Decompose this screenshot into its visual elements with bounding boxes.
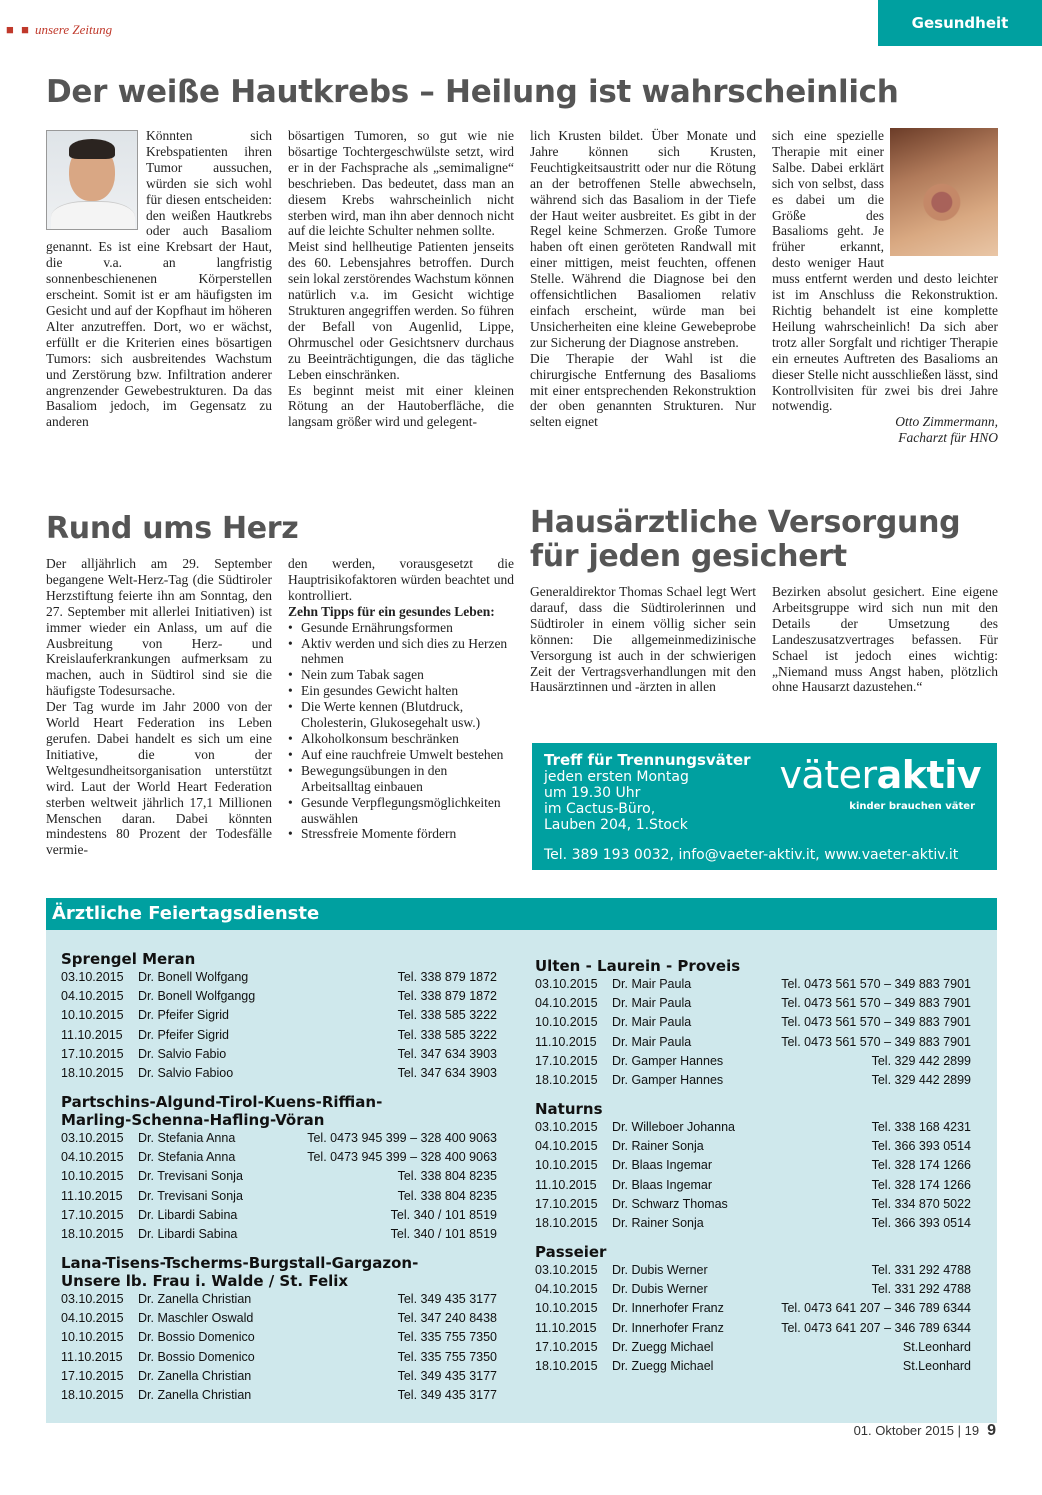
duty-date: 17.10.2015 bbox=[61, 1207, 124, 1222]
duty-doctor: Dr. Trevisani Sonja bbox=[138, 1169, 243, 1184]
duty-date: 10.10.2015 bbox=[535, 1015, 598, 1030]
duty-date: 18.10.2015 bbox=[61, 1226, 124, 1241]
author-title: Facharzt für HNO bbox=[898, 430, 998, 446]
duty-date: 03.10.2015 bbox=[61, 1292, 124, 1306]
duty-doctor: Dr. Bossio Domenico bbox=[138, 1349, 255, 1364]
duty-doctor: Dr. Gamper Hannes bbox=[612, 1072, 724, 1087]
duty-phone: Tel. 0473 641 207 – 346 789 6344 bbox=[781, 1320, 971, 1335]
article-column-2 bbox=[772, 584, 998, 695]
duty-phone: Tel. 347 634 3903 bbox=[397, 1046, 497, 1061]
duty-doctor: Dr. Blaas Ingemar bbox=[612, 1177, 713, 1192]
duty-doctor: Dr. Mair Paula bbox=[612, 1034, 692, 1049]
duty-group bbox=[535, 957, 971, 1090]
duty-section-title: Ärztliche Feiertagsdienste bbox=[46, 898, 997, 930]
issue-date: 01. Oktober 2015 | 19 bbox=[853, 1423, 980, 1438]
duty-date: 11.10.2015 bbox=[535, 1034, 597, 1049]
publication-logo: ■ ■ unsere Zeitung bbox=[6, 22, 113, 37]
table-row bbox=[535, 1261, 971, 1280]
duty-date: 04.10.2015 bbox=[61, 1311, 124, 1326]
list-item: • Aktiv werden und sich dies zu Herzen nehmen bbox=[288, 636, 514, 668]
article-text: Der alljährlich am 29. September begangene Welt-Herz-Tag (die Südtiroler Herzstiftung feierte ihn am Sonntag, den 27. September mit allerlei Initiativen) ist immer wieder ein Anlass, um auf die Ausbreitung von Herz- und Kreislauferkrankungen aufmerksam zu machen, auch in Südtirol sind sie die häufigste Todesursache. bbox=[46, 556, 272, 699]
duty-phone: Tel. 349 435 3177 bbox=[397, 1368, 497, 1383]
duty-doctor: Dr. Zanella Christian bbox=[138, 1368, 252, 1383]
table-row bbox=[61, 1290, 497, 1309]
duty-phone: Tel. 338 168 4231 bbox=[871, 1120, 971, 1134]
duty-doctor: Dr. Innerhofer Franz bbox=[612, 1320, 724, 1335]
duty-date: 11.10.2015 bbox=[535, 1320, 597, 1335]
table-row bbox=[61, 1187, 497, 1206]
table-row bbox=[61, 1129, 497, 1148]
list-item: • Auf eine rauchfreie Umwelt bestehen bbox=[288, 747, 514, 763]
duty-doctor: Dr. Libardi Sabina bbox=[138, 1207, 238, 1222]
duty-doctor: Dr. Mair Paula bbox=[612, 996, 692, 1011]
duty-date: 18.10.2015 bbox=[61, 1387, 124, 1402]
table-row bbox=[61, 1045, 497, 1064]
table-row bbox=[61, 1225, 497, 1244]
duty-doctor: Dr. Mair Paula bbox=[612, 1015, 692, 1030]
skin-lesion-photo bbox=[890, 128, 998, 256]
duty-group bbox=[61, 1254, 497, 1405]
duty-date: 04.10.2015 bbox=[61, 1150, 124, 1165]
duty-phone: Tel. 0473 561 570 – 349 883 7901 bbox=[781, 1015, 971, 1030]
duty-date: 03.10.2015 bbox=[535, 1120, 598, 1134]
page-number: 9 bbox=[987, 1422, 996, 1439]
table-row bbox=[535, 1071, 971, 1090]
duty-doctor: Dr. Rainer Sonja bbox=[612, 1139, 704, 1154]
duty-phone: Tel. 329 442 2899 bbox=[871, 1072, 971, 1087]
duty-group-title: Partschins-Algund-Tirol-Kuens-Riffian- bbox=[61, 1093, 383, 1111]
table-row bbox=[61, 1367, 497, 1386]
duty-group bbox=[535, 1243, 971, 1376]
table-row bbox=[535, 994, 971, 1013]
duty-doctor: Dr. Rainer Sonja bbox=[612, 1215, 704, 1230]
page-header bbox=[0, 0, 1042, 46]
duty-date: 11.10.2015 bbox=[61, 1188, 123, 1203]
article-text: Könnten sich Krebspatienten ihren Tumor aussuchen, würden sie sich wohl für diesen entscheiden: den weißen Hautkrebs oder auch Basaliom genannt. Es ist eine Krebsart der Haut, die v.a. an langfristig sonnenbeschienenen Körperstellen erscheint. Somit ist er am häufigsten im Gesicht und auf der Kopfhaut im höheren Alter anzutreffen. Dort, wo er wächst, erfüllt er die Kriterien eines bösartigen Tumors: sich ausbreitendes Wachstum und Zerstörung bzw. Infiltration anderer angrenzender Gewebestrukturen. Da das Basaliom jedoch, im Gegensatz zu anderen bbox=[46, 128, 272, 430]
table-row bbox=[61, 1006, 497, 1025]
duty-doctor: Dr. Willeboer Johanna bbox=[612, 1120, 735, 1134]
duty-date: 17.10.2015 bbox=[535, 1053, 598, 1068]
table-row bbox=[61, 1309, 497, 1328]
duty-date: 18.10.2015 bbox=[535, 1358, 598, 1373]
duty-phone: Tel. 0473 561 570 – 349 883 7901 bbox=[781, 996, 971, 1011]
duty-doctor: Dr. Trevisani Sonja bbox=[138, 1188, 243, 1203]
table-row bbox=[535, 1319, 971, 1338]
article-headline: Der weiße Hautkrebs – Heilung ist wahrscheinlich bbox=[46, 74, 899, 110]
duty-phone: Tel. 347 634 3903 bbox=[397, 1065, 497, 1080]
table-row bbox=[61, 1386, 497, 1405]
table-row bbox=[535, 975, 971, 994]
tips-list bbox=[288, 620, 514, 843]
ad-line: um 19.30 Uhr bbox=[544, 785, 641, 801]
article-text: den werden, vorausgesetzt die Hauptrisikofaktoren würden beachtet und kontrolliert. bbox=[288, 556, 514, 603]
article-column-1 bbox=[530, 584, 756, 695]
duty-group-title: Ulten - Laurein - Proveis bbox=[535, 957, 741, 975]
ad-line: Lauben 204, 1.Stock bbox=[544, 817, 688, 833]
duty-date: 17.10.2015 bbox=[535, 1196, 598, 1211]
table-row bbox=[535, 1195, 971, 1214]
duty-doctor: Dr. Pfeifer Sigrid bbox=[138, 1008, 230, 1023]
article-headline: Rund ums Herz bbox=[46, 511, 299, 546]
author-name: Otto Zimmermann, bbox=[895, 414, 998, 430]
duty-doctor: Dr. Innerhofer Franz bbox=[612, 1301, 724, 1316]
article-text: Der Tag wurde im Jahr 2000 von der World Heart Federation ins Leben gerufen. Dabei handelt es sich um eine Initiative, die von der Weltgesundheitsorganisation unterstützt wird. Laut der World Heart Federation sterben weltweit jährlich 17,1 Millionen Menschen daran. Dabei könnten mindestens 80 Prozent der Todesfälle vermie- bbox=[46, 699, 272, 858]
duty-section bbox=[46, 930, 997, 1423]
duty-group bbox=[61, 1093, 497, 1244]
table-row bbox=[61, 1167, 497, 1186]
list-item: • Stressfreie Momente fördern bbox=[288, 826, 514, 842]
duty-doctor: Dr. Mair Paula bbox=[612, 977, 692, 991]
table-row bbox=[535, 1214, 971, 1233]
duty-phone: Tel. 338 879 1872 bbox=[397, 970, 497, 984]
article-text: Die Therapie der Wahl ist die chirurgische Entfernung des Basalioms mit einer entsprechenden Rekonstruktion der oben genannten Strukturen. Nur selten eignet bbox=[530, 350, 756, 430]
duty-date: 04.10.2015 bbox=[535, 1282, 598, 1297]
duty-doctor: Dr. Zanella Christian bbox=[138, 1387, 252, 1402]
table-row bbox=[535, 1357, 971, 1376]
table-row bbox=[535, 1033, 971, 1052]
duty-phone: Tel. 349 435 3177 bbox=[397, 1292, 497, 1306]
duty-phone: Tel. 335 755 7350 bbox=[397, 1349, 497, 1364]
article-column-1 bbox=[46, 128, 272, 430]
duty-doctor: Dr. Gamper Hannes bbox=[612, 1053, 724, 1068]
duty-date: 17.10.2015 bbox=[61, 1368, 124, 1383]
article-column-1 bbox=[46, 556, 272, 858]
duty-doctor: Dr. Dubis Werner bbox=[612, 1282, 708, 1297]
duty-phone: St.Leonhard bbox=[902, 1358, 971, 1373]
article-text: Bezirken absolut gesichert. Eine eigene Arbeitsgruppe wird sich nun mit den Details der Umsetzung des Landeszusatzvertrages befassen. Für Schael ist jedoch eines wichtig: „Niemand muss Angst haben, plötzlich ohne Hausarzt dazustehen.“ bbox=[772, 584, 998, 695]
duty-date: 18.10.2015 bbox=[61, 1065, 124, 1080]
duty-phone: Tel. 366 393 0514 bbox=[871, 1215, 971, 1230]
ad-line: jeden ersten Montag bbox=[544, 769, 689, 785]
duty-group-title: Passeier bbox=[535, 1243, 607, 1261]
duty-phone: Tel. 338 585 3222 bbox=[397, 1027, 497, 1042]
duty-date: 17.10.2015 bbox=[535, 1339, 598, 1354]
article-text: Generaldirektor Thomas Schael legt Wert darauf, dass die Südtirolerinnen und Südtiroler in einem völlig sicher sein können: Die allgemeinmedizinische Versorgung ist auch in der schwierigen Zeit der Vertragsverhandlungen mit den Hausärztinnen und -ärzten in allen bbox=[530, 584, 756, 695]
duty-date: 10.10.2015 bbox=[61, 1008, 124, 1023]
duty-group-title: Sprengel Meran bbox=[61, 950, 196, 968]
duty-phone: St.Leonhard bbox=[902, 1339, 971, 1354]
vaeteraktiv-logo: väteraktiv bbox=[779, 753, 981, 797]
table-row bbox=[535, 1338, 971, 1357]
table-row bbox=[61, 1206, 497, 1225]
table-row bbox=[61, 1328, 497, 1347]
list-item: • Die Werte kennen (Blutdruck, Cholesterin, Glukosegehalt usw.) bbox=[288, 699, 514, 731]
table-row bbox=[61, 987, 497, 1006]
duty-doctor: Dr. Pfeifer Sigrid bbox=[138, 1027, 230, 1042]
list-item: • Gesunde Ernährungsformen bbox=[288, 620, 514, 636]
duty-phone: Tel. 349 435 3177 bbox=[397, 1387, 497, 1402]
duty-phone: Tel. 338 879 1872 bbox=[397, 989, 497, 1004]
duty-phone: Tel. 338 585 3222 bbox=[397, 1008, 497, 1023]
table-row bbox=[61, 1026, 497, 1045]
tips-heading: Zehn Tipps für ein gesundes Leben: bbox=[288, 603, 495, 619]
ad-line: im Cactus-Büro, bbox=[544, 801, 656, 817]
duty-phone: Tel. 0473 561 570 – 349 883 7901 bbox=[781, 977, 971, 991]
table-row bbox=[61, 1148, 497, 1167]
duty-date: 03.10.2015 bbox=[61, 970, 124, 984]
duty-date: 04.10.2015 bbox=[535, 1139, 598, 1154]
duty-phone: Tel. 0473 945 399 – 328 400 9063 bbox=[307, 1150, 497, 1165]
vaeteraktiv-ad bbox=[532, 743, 997, 870]
article-text: sich eine spezielle Therapie mit einer Salbe. Dabei erklärt sich von selbst, dass es dabei um die Größe des Basalioms geht. Je früher erkannt, desto weniger Haut muss entfernt werden und desto leichter ist im Anschluss die Rekonstruktion. Richtig behandelt ist eine komplette Heilung wahrscheinlich! Da sich aber trotz aller Sorgfalt und richtiger Therapie ein erneutes Auftreten des Basalioms an dieser Stelle nicht ausschließen lässt, sind Kontrollvisiten für zwei bis drei Jahre notwendig. bbox=[772, 128, 998, 414]
table-row bbox=[61, 968, 497, 987]
duty-doctor: Dr. Blaas Ingemar bbox=[612, 1158, 713, 1173]
duty-phone: Tel. 328 174 1266 bbox=[871, 1177, 971, 1192]
duty-phone: Tel. 338 804 8235 bbox=[397, 1188, 497, 1203]
duty-date: 03.10.2015 bbox=[535, 1263, 598, 1277]
duty-group-title: Lana-Tisens-Tscherms-Burgstall-Gargazon- bbox=[61, 1254, 419, 1272]
table-row bbox=[535, 1280, 971, 1299]
article-text: Meist sind hellheutige Patienten jenseits des 60. Lebensjahres betroffen. Durch sein lokal zerstörendes Wachstum können natürlich v.a. im Gesicht wichtige Strukturen angegriffen werden. So führen der Befall von Augenlid, Lippe, Ohrmuschel oder Gesichtsnerv durchaus zu Beeinträchtigungen, die das tägliche Leben einschränken. bbox=[288, 239, 514, 382]
duty-doctor: Dr. Maschler Oswald bbox=[138, 1311, 254, 1326]
page-footer bbox=[854, 1422, 996, 1440]
duty-phone: Tel. 0473 561 570 – 349 883 7901 bbox=[781, 1034, 971, 1049]
duty-phone: Tel. 340 / 101 8519 bbox=[390, 1207, 497, 1222]
duty-date: 10.10.2015 bbox=[61, 1169, 124, 1184]
duty-phone: Tel. 340 / 101 8519 bbox=[390, 1226, 497, 1241]
table-row bbox=[535, 1156, 971, 1175]
duty-doctor: Dr. Dubis Werner bbox=[612, 1263, 708, 1277]
duty-date: 18.10.2015 bbox=[535, 1215, 598, 1230]
article-column-2 bbox=[288, 556, 514, 842]
duty-phone: Tel. 331 292 4788 bbox=[871, 1282, 971, 1297]
list-item: • Bewegungsübungen in den Arbeitsalltag einbauen bbox=[288, 763, 514, 795]
article-text: Es beginnt meist mit einer kleinen Rötung an der Hautoberfläche, die langsam größer wird und gelegent- bbox=[288, 382, 514, 430]
duty-date: 03.10.2015 bbox=[535, 977, 598, 991]
ad-contact: Tel. 389 193 0032, info@vaeter-aktiv.it, www.vaeter-aktiv.it bbox=[544, 847, 959, 863]
table-row bbox=[535, 1176, 971, 1195]
duty-date: 17.10.2015 bbox=[61, 1046, 124, 1061]
duty-phone: Tel. 334 870 5022 bbox=[871, 1196, 971, 1211]
duty-date: 10.10.2015 bbox=[535, 1158, 598, 1173]
duty-doctor: Dr. Zuegg Michael bbox=[612, 1358, 714, 1373]
list-item: • Nein zum Tabak sagen bbox=[288, 667, 514, 683]
list-item: • Gesunde Verpflegungsmöglichkeiten auswählen bbox=[288, 795, 514, 827]
duty-date: 04.10.2015 bbox=[61, 989, 124, 1004]
duty-doctor: Dr. Zanella Christian bbox=[138, 1292, 252, 1306]
duty-date: 11.10.2015 bbox=[61, 1349, 123, 1364]
article-text: lich Krusten bildet. Über Monate und Jahre können sich Krusten, Feuchtigkeitsaustritt oder nur die Rötung an der betroffenen Stelle abwechseln, während sich das Basaliom in der Tiefe der Haut weiter ausbreitet. Es gibt in der Regel keine Schmerzen. Große Tumore haben oft einen geröteten Randwall mit einer mittigen, meist feuchten, offenen Stelle. Während die Diagnose bei den offensichtlichen Basaliomen relativ einfach erscheint, würde man bei Unsicherheiten eine kleine Gewebeprobe zur Sicherung der Diagnose anstreben. bbox=[530, 128, 756, 350]
article-column-3 bbox=[530, 128, 756, 430]
duty-group bbox=[535, 1100, 971, 1233]
duty-date: 11.10.2015 bbox=[61, 1027, 123, 1042]
duty-group-title: Unsere lb. Frau i. Walde / St. Felix bbox=[61, 1272, 349, 1290]
duty-doctor: Dr. Stefania Anna bbox=[138, 1131, 236, 1145]
duty-date: 11.10.2015 bbox=[535, 1177, 597, 1192]
duty-phone: Tel. 0473 641 207 – 346 789 6344 bbox=[781, 1301, 971, 1316]
ad-tagline: kinder brauchen väter bbox=[849, 801, 975, 812]
duty-phone: Tel. 338 804 8235 bbox=[397, 1169, 497, 1184]
duty-phone: Tel. 329 442 2899 bbox=[871, 1053, 971, 1068]
table-row bbox=[61, 1348, 497, 1367]
ad-title: Treff für Trennungsväter bbox=[544, 751, 751, 769]
duty-phone: Tel. 366 393 0514 bbox=[871, 1139, 971, 1154]
duty-doctor: Dr. Schwarz Thomas bbox=[612, 1196, 728, 1211]
article-column-2 bbox=[288, 128, 514, 430]
duty-group bbox=[61, 950, 497, 1083]
duty-doctor: Dr. Salvio Fabio bbox=[138, 1046, 227, 1061]
duty-doctor: Dr. Zuegg Michael bbox=[612, 1339, 714, 1354]
table-row bbox=[535, 1137, 971, 1156]
table-row bbox=[61, 1064, 497, 1083]
duty-phone: Tel. 335 755 7350 bbox=[397, 1330, 497, 1345]
list-item: • Ein gesundes Gewicht halten bbox=[288, 683, 514, 699]
table-row bbox=[535, 1299, 971, 1318]
duty-doctor: Dr. Salvio Fabioo bbox=[138, 1065, 234, 1080]
duty-phone: Tel. 328 174 1266 bbox=[871, 1158, 971, 1173]
duty-group-title: Marling-Schenna-Hafling-Vöran bbox=[61, 1111, 325, 1129]
section-tab: Gesundheit bbox=[878, 0, 1042, 46]
duty-phone: Tel. 0473 945 399 – 328 400 9063 bbox=[307, 1131, 497, 1145]
table-row bbox=[535, 1118, 971, 1137]
duty-date: 10.10.2015 bbox=[535, 1301, 598, 1316]
table-row bbox=[535, 1052, 971, 1071]
duty-doctor: Dr. Libardi Sabina bbox=[138, 1226, 238, 1241]
duty-date: 18.10.2015 bbox=[535, 1072, 598, 1087]
duty-date: 03.10.2015 bbox=[61, 1131, 124, 1145]
duty-date: 10.10.2015 bbox=[61, 1330, 124, 1345]
duty-doctor: Dr. Bonell Wolfgang bbox=[138, 970, 249, 984]
duty-doctor: Dr. Stefania Anna bbox=[138, 1150, 236, 1165]
author-portrait bbox=[46, 130, 138, 230]
duty-date: 04.10.2015 bbox=[535, 996, 598, 1011]
duty-phone: Tel. 331 292 4788 bbox=[871, 1263, 971, 1277]
duty-doctor: Dr. Bonell Wolfgangg bbox=[138, 989, 256, 1004]
article-column-4 bbox=[772, 128, 998, 446]
list-item: • Alkoholkonsum beschränken bbox=[288, 731, 514, 747]
article-text: bösartigen Tumoren, so gut wie nie bösartige Tochtergeschwülste setzt, wird er in der Fachsprache als „semimaligne“ beschrieben. Das bedeutet, dass man an diesem Krebs wahrscheinlich nicht sterben wird, man ihn aber dennoch nicht auf die leichte Schulter nehmen sollte. bbox=[288, 128, 514, 239]
table-row bbox=[535, 1013, 971, 1032]
duty-phone: Tel. 347 240 8438 bbox=[397, 1311, 497, 1326]
article-headline: Hausärztliche Versorgung für jeden gesichert bbox=[530, 505, 961, 574]
duty-doctor: Dr. Bossio Domenico bbox=[138, 1330, 255, 1345]
duty-group-title: Naturns bbox=[535, 1100, 603, 1118]
